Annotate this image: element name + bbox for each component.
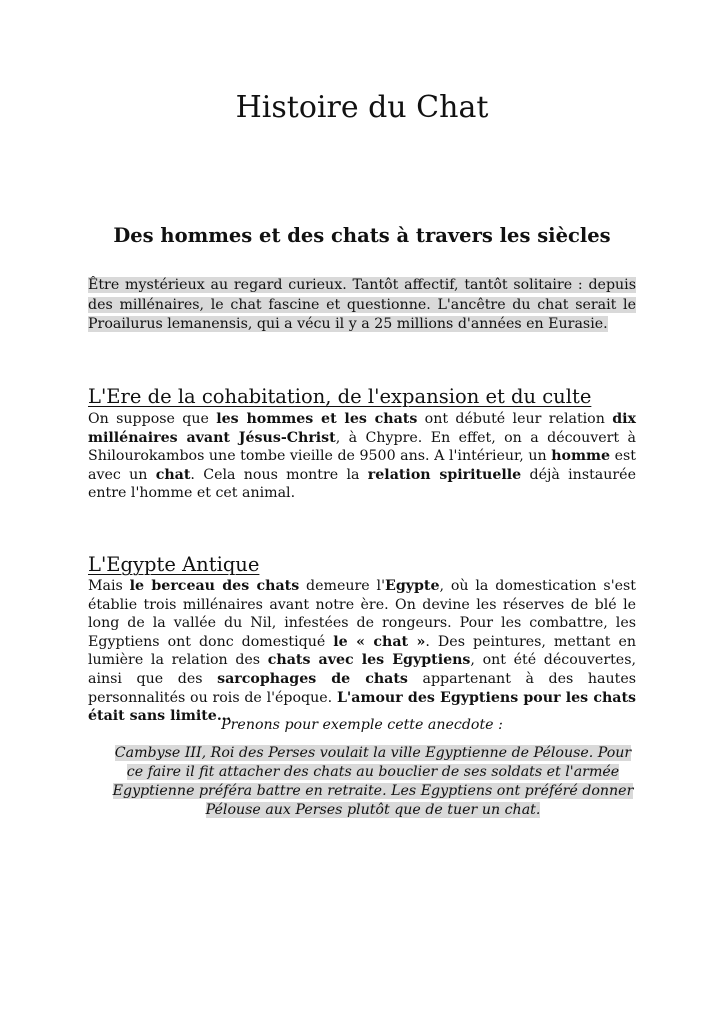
anecdote-text: Cambyse III, Roi des Perses voulait la ville Egyptienne de Pélouse. Pour ce faire il fit attacher des chats au bouclier de ses soldats et l'armée Egyptienne préféra battre en retraite. Les Egyptiens ont préféré donner Pélouse aux Perses plutôt que de tuer un chat.	[112, 745, 634, 818]
text-run: demeure l'	[299, 578, 385, 594]
bold-text-run: chats avec les Egyptiens	[267, 652, 471, 669]
text-run: On suppose que	[88, 411, 217, 427]
bold-text-run: homme	[551, 448, 611, 465]
example-intro: Prenons pour exemple cette anecdote :	[221, 717, 503, 733]
anecdote-quote	[108, 744, 638, 820]
bold-text-run: le « chat »	[333, 633, 426, 650]
text-run: , à Chypre. En effet, on a découvert à Shilourokambos une tombe vieille de 9500 ans. A l'intérieur, un	[88, 429, 636, 465]
text-run: . Cela nous montre la	[190, 466, 368, 483]
bold-text-run: L'amour des Egyptiens pour les chats était sans limite…	[88, 689, 637, 725]
text-run: Mais	[88, 578, 130, 594]
text-run: déjà instaurée entre l'homme et cet animal.	[88, 466, 636, 502]
section-paragraph-cohabitation	[88, 410, 636, 503]
text-run: ont débuté leur relation	[417, 411, 613, 427]
intro-paragraph	[88, 276, 636, 335]
bold-text-run: les hommes et les chats	[216, 411, 418, 427]
document-subtitle: Des hommes et des chats à travers les siècles	[113, 224, 611, 247]
bold-text-run: chat	[155, 466, 191, 483]
section-heading-egypte: L'Egypte Antique	[88, 553, 260, 576]
bold-text-run: Egypte	[385, 578, 440, 594]
document-title: Histoire du Chat	[235, 90, 489, 125]
text-run: . Des peintures, mettant en lumière la relation des	[88, 633, 637, 669]
intro-text: Être mystérieux au regard curieux. Tantôt affectif, tantôt solitaire : depuis des millénaires, le chat fascine et questionne. L'ancêtre du chat serait le Proailurus lemanensis, qui a vécu il y a 25 millions d'années en Eurasie.	[88, 277, 636, 332]
bold-text-run: le berceau des chats	[129, 578, 300, 594]
text-run: est avec un	[88, 448, 636, 483]
section-heading-cohabitation: L'Ere de la cohabitation, de l'expansion et du culte	[88, 385, 592, 408]
section-paragraph-egypte	[88, 577, 636, 726]
bold-text-run: dix millénaires avant Jésus-Christ	[88, 411, 637, 446]
text-run: , où la domestication s'est établie trois millénaires avant notre ère. On devine les réserves de blé le long de la vallée du Nil, infestées de rongeurs. Pour les combattre, les Egyptiens ont donc domestiqué	[88, 578, 636, 650]
bold-text-run: sarcophages de chats	[217, 670, 408, 687]
text-run: , ont été découvertes, ainsi que des	[88, 652, 636, 687]
text-run: appartenant à des hautes personnalités ou rois de l'époque.	[88, 670, 636, 706]
bold-text-run: relation spirituelle	[367, 466, 522, 483]
